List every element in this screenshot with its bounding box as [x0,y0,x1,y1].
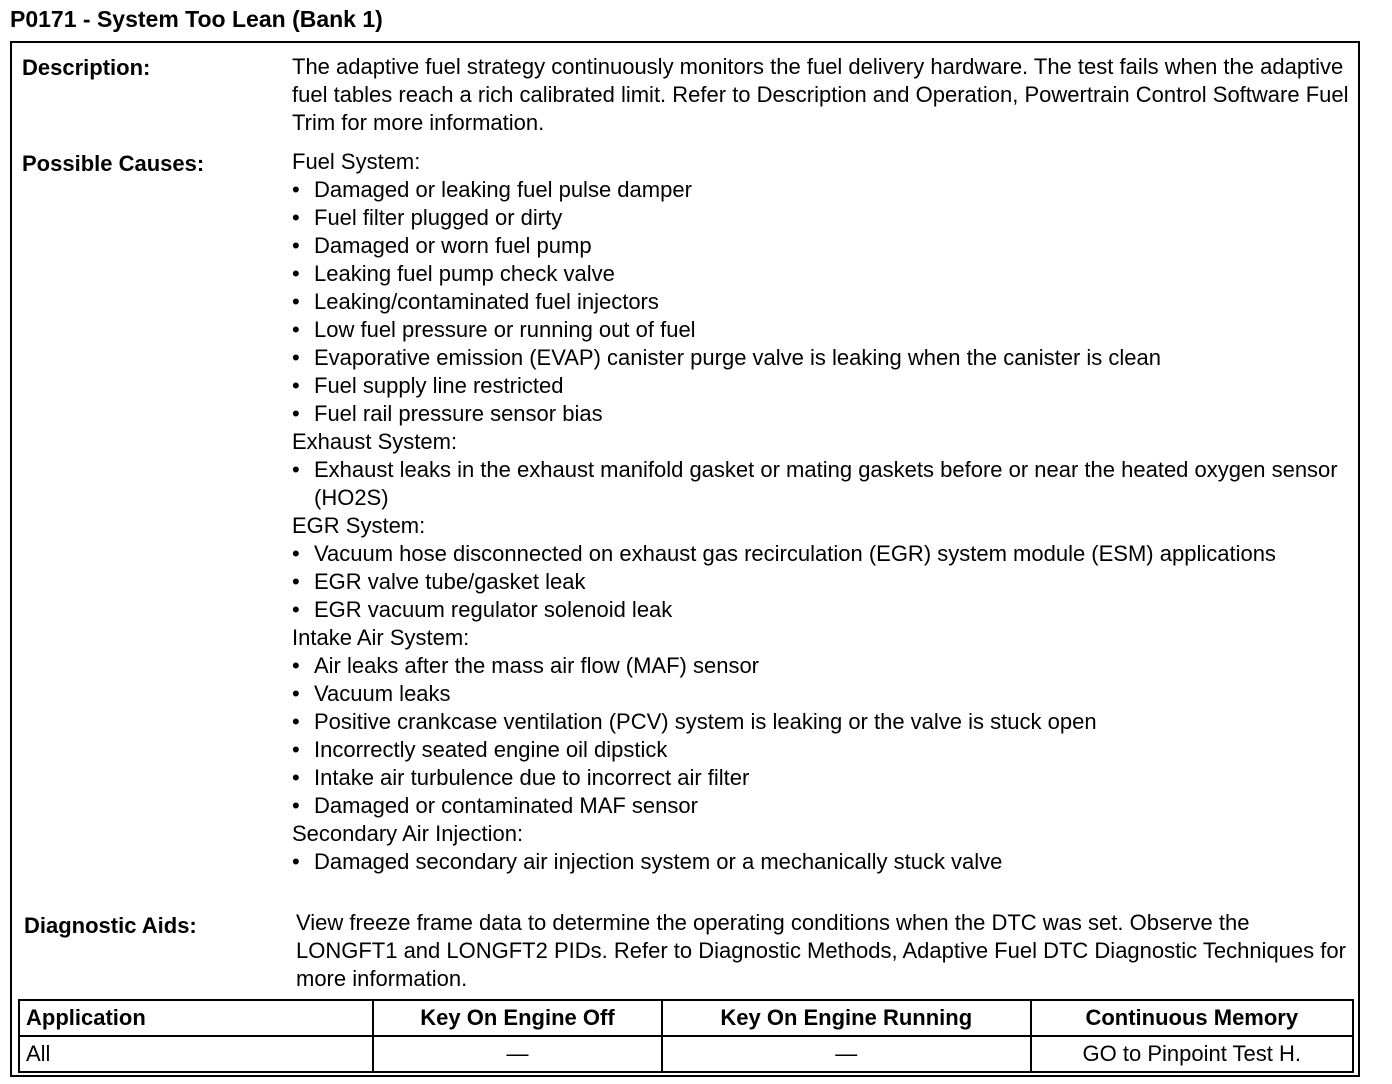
page-title: P0171 - System Too Lean (Bank 1) [10,6,383,32]
bullet-icon: • [292,765,300,790]
bullet-icon: • [292,793,300,818]
cell-continuous-memory: GO to Pinpoint Test H. [1031,1036,1353,1072]
cause-item-text: Positive crankcase ventilation (PCV) system is leaking or the valve is stuck open [314,709,1097,734]
cause-group-heading: Fuel System: [292,149,421,174]
dtc-table [10,41,1360,1077]
cause-item [292,400,1352,428]
cause-item-text: Fuel rail pressure sensor bias [314,401,603,426]
application-table [18,999,1354,1073]
bullet-icon: • [292,261,300,286]
cause-item-text: Intake air turbulence due to incorrect air filter [314,765,750,790]
cause-item [292,260,1352,288]
cell-koeo: — [373,1036,662,1072]
cause-item-text: EGR vacuum regulator solenoid leak [314,597,673,622]
cause-item [292,456,1352,512]
cause-group-heading: Secondary Air Injection: [292,821,524,846]
cause-item [292,204,1352,232]
cause-group-heading: Intake Air System: [292,625,470,650]
cause-item-text: Damaged secondary air injection system or a mechanically stuck valve [314,849,1003,874]
bullet-icon: • [292,681,300,706]
cause-item-text: Damaged or leaking fuel pulse damper [314,177,692,202]
cause-item-text: Damaged or worn fuel pump [314,233,592,258]
cause-item-text: Leaking/contaminated fuel injectors [314,289,659,314]
cause-item [292,680,1352,708]
cause-group-heading: Exhaust System: [292,429,458,454]
cause-group-heading: EGR System: [292,513,426,538]
cause-item [292,848,1352,876]
cause-item [292,568,1352,596]
cause-item [292,344,1352,372]
bullet-icon: • [292,289,300,314]
cause-item-text: Leaking fuel pump check valve [314,261,615,286]
header-application: Application [19,1000,373,1036]
cause-item [292,596,1352,624]
cause-item [292,708,1352,736]
cause-item [292,764,1352,792]
possible-causes-label: Possible Causes: [22,151,205,176]
cause-item-text: Fuel filter plugged or dirty [314,205,563,230]
bullet-icon: • [292,597,300,622]
header-continuous-memory: Continuous Memory [1031,1000,1353,1036]
cause-item [292,652,1352,680]
bullet-icon: • [292,737,300,762]
cause-item-text: Vacuum leaks [314,681,451,706]
cause-item-text: EGR valve tube/gasket leak [314,569,586,594]
bullet-icon: • [292,541,300,566]
bullet-icon: • [292,233,300,258]
bullet-icon: • [292,401,300,426]
cause-item [292,316,1352,344]
cause-item [292,792,1352,820]
bullet-icon: • [292,317,300,342]
cause-item-text: Incorrectly seated engine oil dipstick [314,737,668,762]
cause-item [292,176,1352,204]
cause-item-text: Damaged or contaminated MAF sensor [314,793,698,818]
bullet-icon: • [292,373,300,398]
cause-item [292,540,1352,568]
cause-item-text: Air leaks after the mass air flow (MAF) sensor [314,653,760,678]
bullet-icon: • [292,345,300,370]
bullet-icon: • [292,457,300,482]
cell-koer: — [662,1036,1031,1072]
cause-item [292,288,1352,316]
possible-causes-list [292,148,1352,876]
bullet-icon: • [292,653,300,678]
cause-item-text: Vacuum hose disconnected on exhaust gas recirculation (EGR) system module (ESM) applications [314,541,1276,566]
cause-item [292,736,1352,764]
header-koer: Key On Engine Running [662,1000,1031,1036]
header-koeo: Key On Engine Off [373,1000,662,1036]
cause-item-text: Low fuel pressure or running out of fuel [314,317,696,342]
bullet-icon: • [292,569,300,594]
cause-item [292,372,1352,400]
bullet-icon: • [292,205,300,230]
bullet-icon: • [292,177,300,202]
bullet-icon: • [292,709,300,734]
cause-item-text: Evaporative emission (EVAP) canister purge valve is leaking when the canister is clean [314,345,1161,370]
cause-item-text: Exhaust leaks in the exhaust manifold gasket or mating gaskets before or near the heated oxygen sensor (HO2S) [314,457,1338,510]
cause-item [292,232,1352,260]
bullet-icon: • [292,849,300,874]
cause-item-text: Fuel supply line restricted [314,373,564,398]
diagnostic-aids-label: Diagnostic Aids: [24,913,197,938]
description-label: Description: [22,55,151,80]
cell-application: All [19,1036,373,1072]
description-text: The adaptive fuel strategy continuously monitors the fuel delivery hardware. The test fails when the adaptive fuel tables reach a rich calibrated limit. Refer to Description and Operation, Powertrain Control Software Fuel Trim for more information. [292,54,1349,135]
diagnostic-aids-text: View freeze frame data to determine the operating conditions when the DTC was set. Observe the LONGFT1 and LONGFT2 PIDs. Refer to Diagnostic Methods, Adaptive Fuel DTC Diagnostic Techniques for more information. [296,910,1346,991]
